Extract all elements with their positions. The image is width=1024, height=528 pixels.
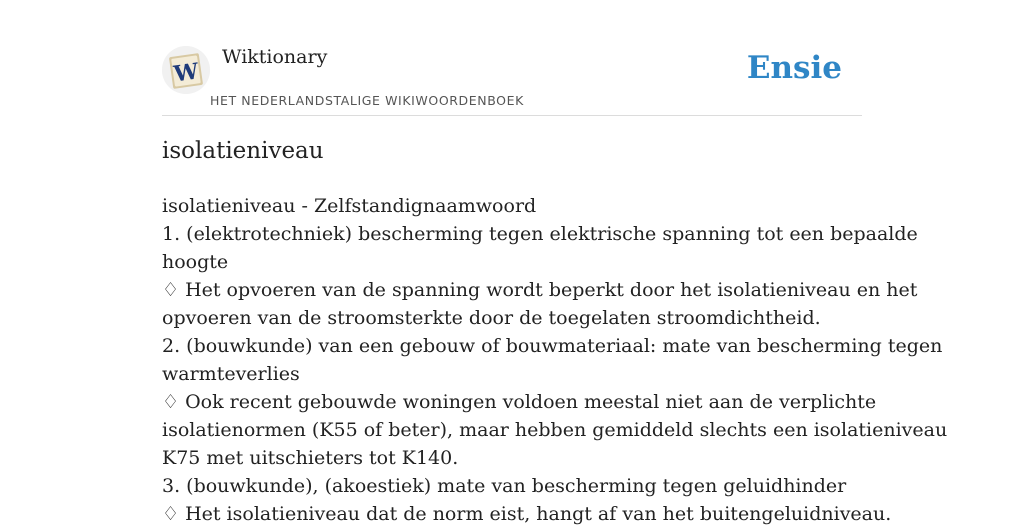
entry-line: opvoeren van de stroomsterkte door de toegelaten stroomdichtheid. (162, 307, 821, 329)
logo-letter: W (172, 58, 201, 88)
entry-line: isolatieniveau - Zelfstandignaamwoord (162, 195, 537, 217)
entry-line: hoogte (162, 251, 229, 273)
entry-line: 2. (bouwkunde) van een gebouw of bouwmateriaal: mate van bescherming tegen (162, 335, 943, 357)
entry-line: warmteverlies (162, 363, 300, 385)
entry-line: K75 met uitschieters tot K140. (162, 447, 459, 469)
page-title: isolatieniveau (162, 138, 324, 164)
entry-line: isolatienormen (K55 of beter), maar hebben gemiddeld slechts een isolatieniveau (162, 419, 948, 441)
entry-line: ♢ Ook recent gebouwde woningen voldoen meestal niet aan de verplichte (162, 391, 877, 413)
wiktionary-logo-icon[interactable] (162, 46, 210, 94)
entry-line: ♢ Het isolatieniveau dat de norm eist, hangt af van het buitengeluidniveau. (162, 503, 892, 525)
ensie-brand-logo[interactable]: Ensie (746, 50, 842, 86)
entry-line: 1. (elektrotechniek) bescherming tegen elektrische spanning tot een bepaalde (162, 223, 918, 245)
entry-line: ♢ Het opvoeren van de spanning wordt beperkt door het isolatieniveau en het (162, 279, 918, 301)
entry-line: 3. (bouwkunde), (akoestiek) mate van bescherming tegen geluidhinder (162, 475, 847, 497)
site-header (162, 0, 862, 116)
entry-content (162, 192, 948, 528)
site-tagline: HET NEDERLANDSTALIGE WIKIWOORDENBOEK (210, 93, 524, 108)
site-name[interactable]: Wiktionary (222, 46, 328, 68)
